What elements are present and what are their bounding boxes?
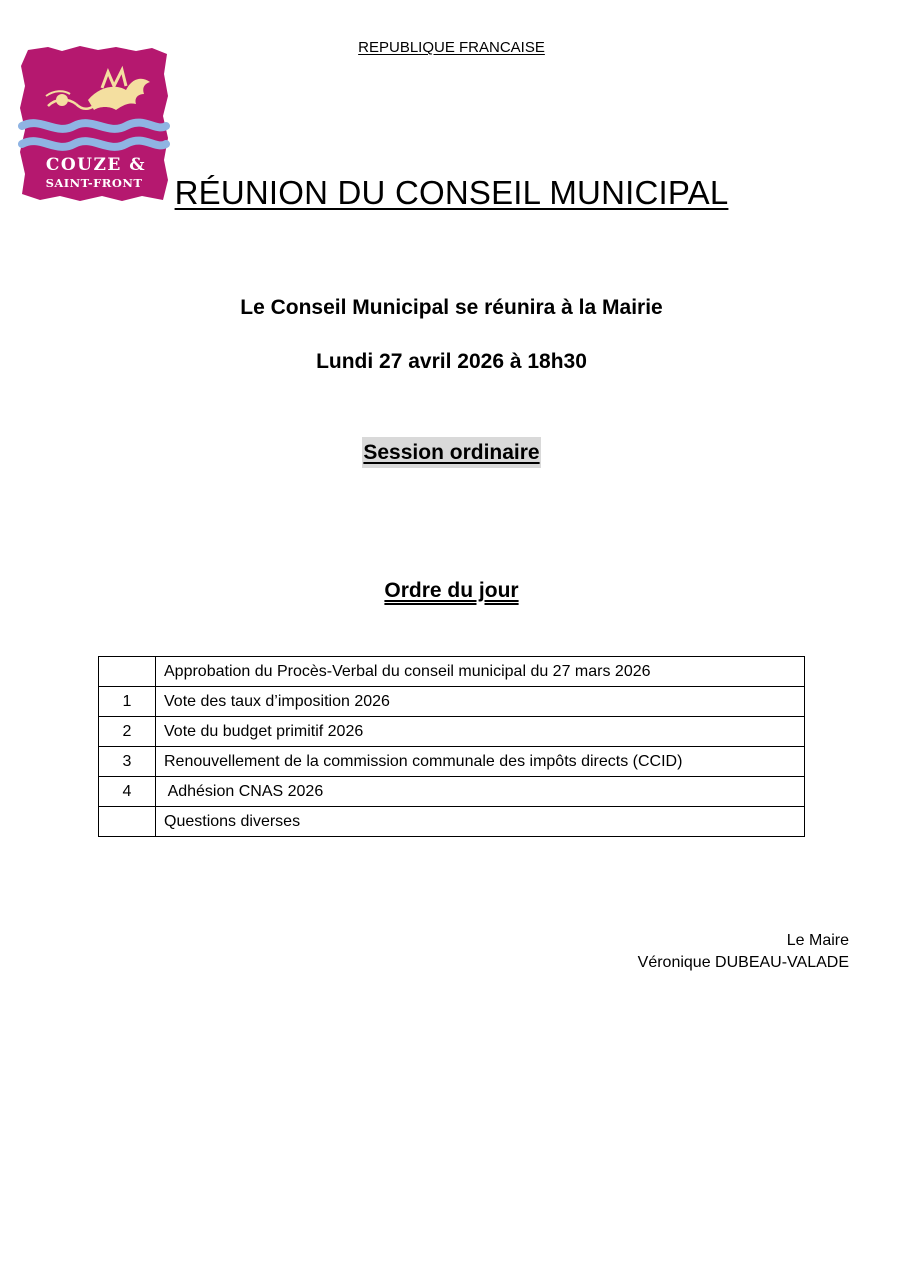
table-row bbox=[99, 687, 805, 717]
agenda-number: 2 bbox=[99, 717, 156, 747]
agenda-number: 1 bbox=[99, 687, 156, 717]
agenda-item: Questions diverses bbox=[156, 807, 805, 837]
agenda-number bbox=[99, 807, 156, 837]
agenda-number: 3 bbox=[99, 747, 156, 777]
mayor-name: Véronique DUBEAU-VALADE bbox=[637, 954, 849, 971]
table-row bbox=[99, 717, 805, 747]
agenda-item: Renouvellement de la commission communale des impôts directs (CCID) bbox=[156, 747, 805, 777]
session-type: Session ordinaire bbox=[362, 437, 540, 468]
logo-text-line2: SAINT-FRONT bbox=[45, 176, 143, 190]
table-row bbox=[99, 657, 805, 687]
agenda-heading: Ordre du jour bbox=[384, 579, 519, 602]
republique-header: REPUBLIQUE FRANCAISE bbox=[358, 39, 545, 56]
meeting-date: Lundi 27 avril 2026 à 18h30 bbox=[316, 350, 587, 373]
page-title: RÉUNION DU CONSEIL MUNICIPAL bbox=[174, 174, 729, 211]
logo-text-line1: COUZE & bbox=[45, 155, 147, 175]
agenda-item: Vote du budget primitif 2026 bbox=[156, 717, 805, 747]
agenda-table bbox=[98, 656, 805, 837]
agenda-item: Adhésion CNAS 2026 bbox=[156, 777, 805, 807]
table-row bbox=[99, 777, 805, 807]
agenda-number bbox=[99, 657, 156, 687]
table-row bbox=[99, 807, 805, 837]
mayor-title: Le Maire bbox=[786, 932, 849, 949]
convocation-text: Le Conseil Municipal se réunira à la Mairie bbox=[240, 296, 663, 319]
table-row bbox=[99, 747, 805, 777]
agenda-item: Approbation du Procès-Verbal du conseil municipal du 27 mars 2026 bbox=[156, 657, 805, 687]
agenda-number: 4 bbox=[99, 777, 156, 807]
session-wrap bbox=[0, 437, 900, 468]
signature-block bbox=[638, 930, 849, 974]
agenda-item: Vote des taux d’imposition 2026 bbox=[156, 687, 805, 717]
